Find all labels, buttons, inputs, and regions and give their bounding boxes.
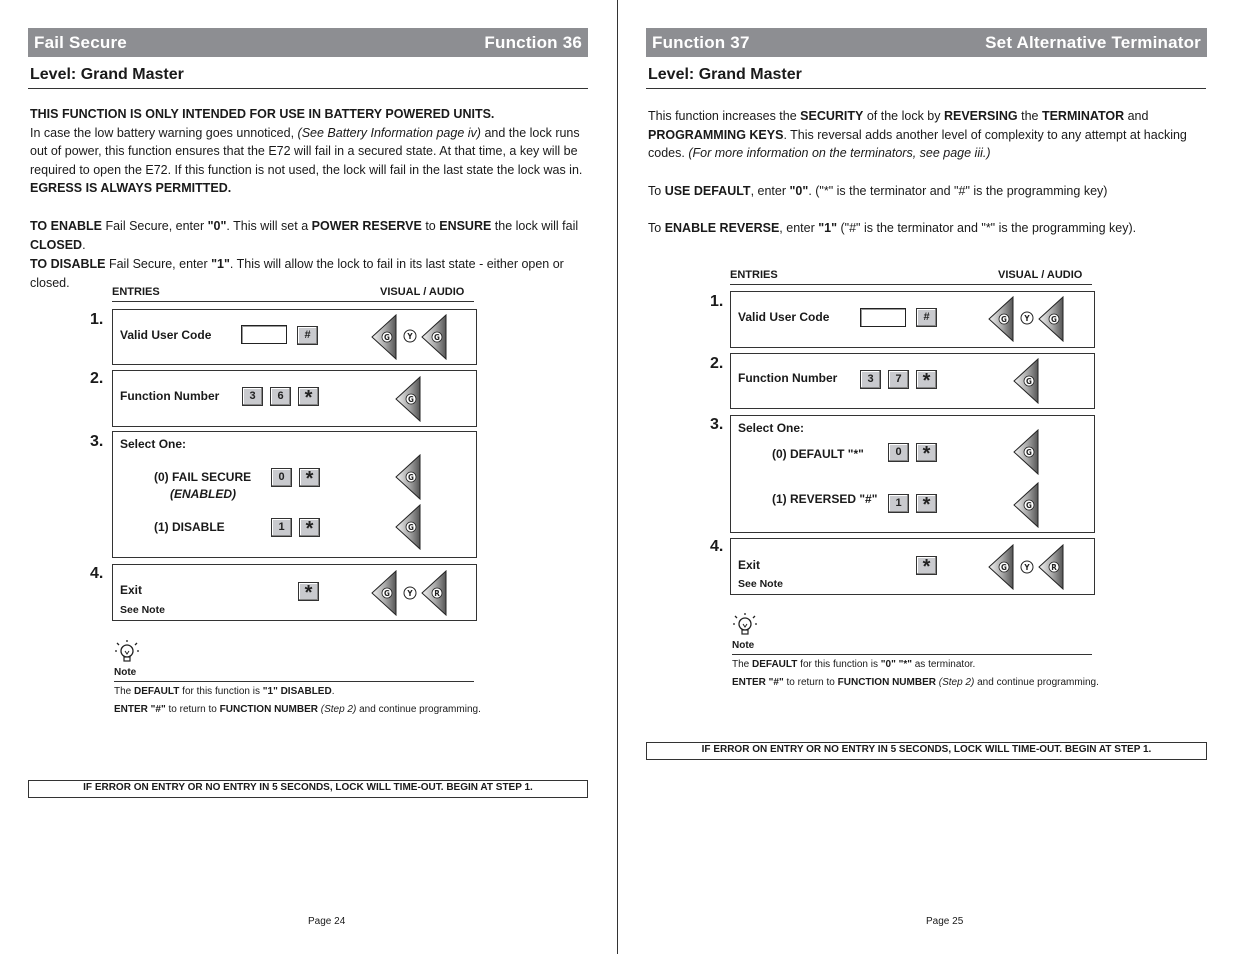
intro-term: REVERSING [943,109,1018,123]
digit-key: 1 [271,518,292,537]
instruction-term: USE DEFAULT [664,184,751,198]
star-key: * [298,582,319,601]
note-emphasis: DEFAULT [752,659,798,670]
note-text: and continue programming. [974,677,1099,688]
enable-text: the lock will fail [491,219,579,233]
step-number: 2. [90,370,104,387]
step-label: Function Number [738,371,838,385]
header-rule [112,301,474,302]
see-note-label: See Note [738,578,783,590]
heading-rule [28,88,588,89]
note-emphasis: ENTER "#" [114,704,166,715]
digit-key: 6 [270,387,291,406]
intro-text: of the lock by [863,109,944,123]
banner-function: Function 37 [652,32,750,52]
svg-text:R: R [1051,563,1057,572]
enable-text: to [421,219,440,233]
intro-text: . This reversal adds another level of complexity to any attempt at hacking codes. [648,127,1187,160]
step-label: Exit [120,583,143,597]
digit-key: 7 [888,370,909,389]
instruction-value: "0" [789,184,809,198]
svg-text:G: G [408,473,414,482]
step-1-box [112,309,477,365]
note-rule [732,654,1092,655]
page-24 [0,0,617,954]
see-note-label: See Note [120,604,165,616]
svg-text:Y: Y [407,332,413,341]
note-text: and continue programming. [356,704,481,715]
option-default: (0) DEFAULT "*" [772,447,864,461]
step-number: 1. [90,311,104,328]
function-banner [646,28,1207,57]
enable-term: CLOSED [30,237,83,252]
battery-warning: THIS FUNCTION IS ONLY INTENDED FOR USE IN BATTERY POWERED UNITS. [30,107,495,121]
instruction-value: "1" [818,221,838,235]
function-banner [28,28,588,57]
step-4-box [730,538,1095,595]
note-emphasis: FUNCTION NUMBER [837,677,936,688]
note-emphasis: DEFAULT [134,686,180,697]
digit-key: 3 [860,370,881,389]
green-led-icon [392,504,426,550]
hash-key: # [297,326,318,345]
star-key: * [916,370,937,389]
instruction-text: . ("*" is the terminator and "#" is the programming key) [808,184,1108,198]
timeout-warning: IF ERROR ON ENTRY OR NO ENTRY IN 5 SECONDS, LOCK WILL TIME-OUT. BEGIN AT STEP 1. [28,780,588,798]
svg-text:G: G [434,333,440,342]
green-led-icon [1010,482,1044,528]
yellow-led-icon [1019,310,1035,326]
step-label: Exit [738,558,761,572]
star-key: * [299,468,320,487]
step-label: Function Number [120,389,220,403]
step-number: 3. [710,416,724,433]
intro-term: PROGRAMMING KEYS [648,127,784,142]
svg-text:G: G [1051,315,1057,324]
green-led-icon [1010,429,1044,475]
header-rule [730,284,1092,285]
note-emphasis: ENTER "#" [732,677,784,688]
red-led-icon [418,570,452,616]
banner-title: Set Alternative Terminator [985,32,1201,52]
step-number: 4. [710,538,724,555]
disable-key: TO DISABLE [30,257,106,271]
svg-text:Y: Y [1024,563,1030,572]
step-number: 1. [710,293,724,310]
svg-text:Y: Y [407,589,413,598]
svg-text:G: G [408,523,414,532]
note-text: for this function is [179,686,263,697]
note-reference: (Step 2) [935,677,975,688]
option-disable: (1) DISABLE [154,520,225,534]
disable-text: . This will allow the lock to fail in its last state - either open or closed. [30,257,564,290]
note-text: for this function is [797,659,881,670]
note-emphasis: "0" "*" [880,659,912,670]
note-text: to return to [783,677,838,688]
intro-text: This function increases the [648,109,801,123]
note-emphasis: "1" DISABLED [262,686,332,697]
star-key: * [298,387,319,406]
intro-term: TERMINATOR [1041,109,1125,123]
enable-key: TO ENABLE [30,219,102,233]
note-emphasis: FUNCTION NUMBER [219,704,318,715]
intro-text: and [1124,109,1149,123]
intro-term: SECURITY [800,109,864,123]
lightbulb-icon [115,640,139,664]
svg-text:G: G [1026,377,1032,386]
note-text: to return to [165,704,220,715]
intro-reference: (For more information on the terminators, see page iii.) [688,146,991,160]
enable-value: "0" [207,219,227,233]
level-heading: Level: Grand Master [30,66,184,83]
page-25 [618,0,1235,954]
note-body [732,656,1112,692]
step-label: Select One: [120,437,187,451]
step-3-box [112,431,477,558]
heading-rule [646,88,1206,89]
yellow-led-icon [402,585,418,601]
digit-key: 0 [888,443,909,462]
use-default-instruction [648,182,1208,201]
banner-title: Fail Secure [34,32,127,52]
step-1-box [730,291,1095,348]
star-key: * [916,556,937,575]
svg-text:G: G [408,395,414,404]
intro-text: the [1017,109,1042,123]
instruction-text: , enter [779,221,819,235]
svg-text:G: G [1001,315,1007,324]
enable-reverse-instruction [648,219,1208,238]
svg-text:G: G [1026,448,1032,457]
visual-audio-header: VISUAL / AUDIO [380,286,465,298]
option-enabled-note: (ENABLED) [170,487,236,501]
svg-text:G: G [1001,563,1007,572]
svg-text:G: G [384,589,390,598]
intro-text-cont: and the lock runs out of power, this function ensures that the E72 will fail in a secured state. At that time, a key will be required to open the E72. If this function is not used, the lock will fail in the last state the lock was in. [30,125,583,177]
intro-paragraph [648,107,1203,163]
timeout-warning: IF ERROR ON ENTRY OR NO ENTRY IN 5 SECONDS, LOCK WILL TIME-OUT. BEGIN AT STEP 1. [646,742,1207,760]
green-led-icon [1010,358,1044,404]
enable-text: . This will set a [226,219,312,233]
instruction-text: , enter [750,184,790,198]
step-label: Valid User Code [738,310,830,324]
step-label: Valid User Code [120,328,212,342]
code-entry-field [241,325,287,344]
lightbulb-icon [733,613,757,637]
note-label: Note [732,640,755,651]
note-rule [114,681,474,682]
intro-text: In case the low battery warning goes unnoticed, [30,125,298,140]
step-number: 2. [710,355,724,372]
step-number: 3. [90,433,104,450]
note-reference: (Step 2) [317,704,357,715]
instruction-text: To [648,221,665,235]
enable-term: ENSURE [439,219,492,233]
intro-paragraph [30,105,585,198]
note-text: The [114,686,135,697]
note-text: . [331,686,335,697]
green-led-icon [392,454,426,500]
note-body [114,683,494,719]
step-4-box [112,564,477,621]
red-led-icon [1035,544,1069,590]
step-number: 4. [90,565,104,582]
green-led-icon [368,314,402,360]
option-reversed: (1) REVERSED "#" [772,492,878,506]
disable-value: "1" [211,257,230,271]
page-number: Page 25 [926,916,964,927]
note-label: Note [114,667,137,678]
note-text: as terminator. [911,659,976,670]
entries-header: ENTRIES [730,269,778,281]
digit-key: 0 [271,468,292,487]
star-key: * [916,443,937,462]
star-key: * [916,494,937,513]
enable-text: Fail Secure, enter [102,219,208,233]
green-led-icon [985,296,1019,342]
green-led-icon [368,570,402,616]
digit-key: 1 [888,494,909,513]
svg-text:G: G [1026,501,1032,510]
enable-instruction [30,217,590,254]
note-text: The [732,659,753,670]
green-led-icon [392,376,426,422]
digit-key: 3 [242,387,263,406]
step-3-box [730,415,1095,533]
intro-reference: (See Battery Information page iv) [297,125,481,140]
visual-audio-header: VISUAL / AUDIO [998,269,1083,281]
yellow-led-icon [1019,559,1035,575]
green-led-icon [985,544,1019,590]
instruction-text: ("#" is the terminator and "*" is the programming key). [837,221,1137,235]
svg-text:G: G [384,333,390,342]
svg-text:R: R [434,589,440,598]
instruction-term: ENABLE REVERSE [664,221,780,235]
svg-text:Y: Y [1024,314,1030,323]
instruction-text: To [648,184,665,198]
code-entry-field [860,308,906,327]
step-2-box [112,370,477,427]
option-fail-secure: (0) FAIL SECURE [154,470,252,484]
enable-term: POWER RESERVE [311,219,422,233]
disable-text: Fail Secure, enter [105,257,212,271]
yellow-led-icon [402,328,418,344]
hash-key: # [916,308,937,327]
page-number: Page 24 [308,916,346,927]
level-heading: Level: Grand Master [648,66,802,83]
entries-header: ENTRIES [112,286,160,298]
step-2-box [730,353,1095,409]
banner-function: Function 36 [484,32,582,52]
step-label: Select One: [738,421,805,435]
star-key: * [299,518,320,537]
egress-statement: EGRESS IS ALWAYS PERMITTED. [30,181,232,195]
green-led-icon [418,314,452,360]
enable-text: . [82,237,86,252]
green-led-icon [1035,296,1069,342]
